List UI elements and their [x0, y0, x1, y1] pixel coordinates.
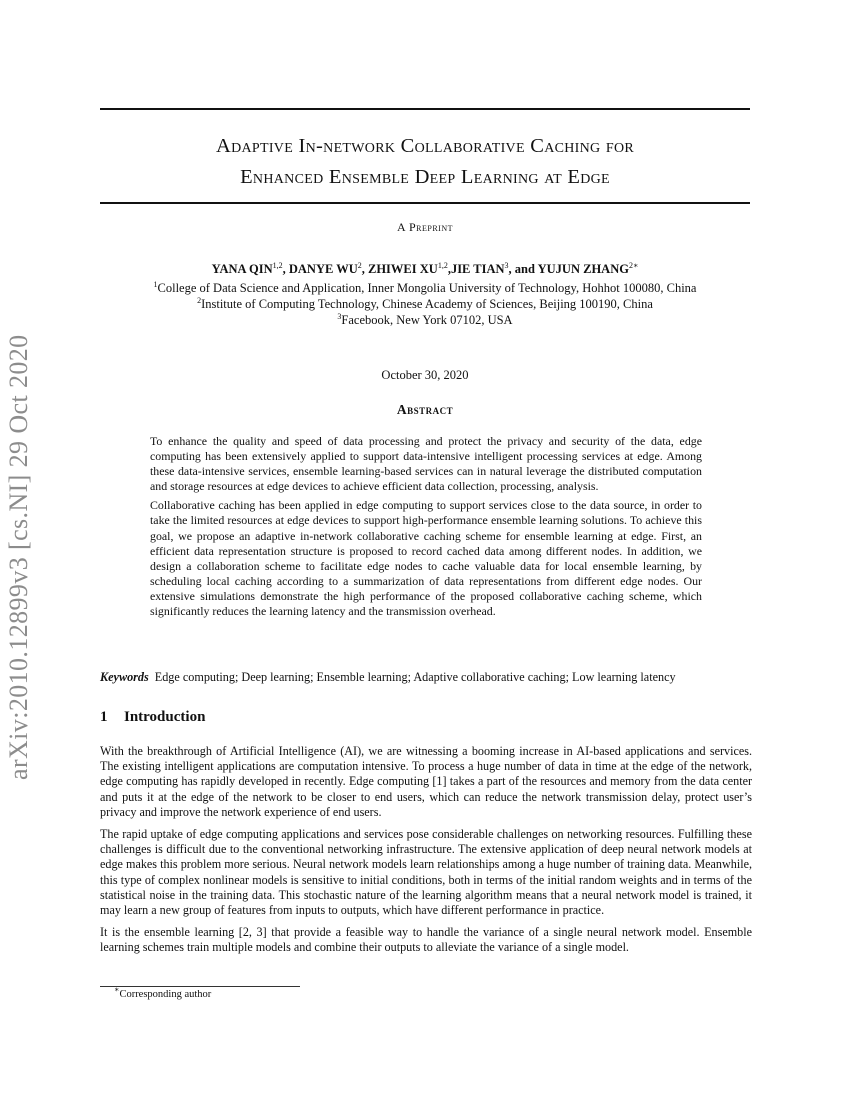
affiliation	[100, 312, 750, 328]
title-line-1: Adaptive In-network Collaborative Caching for	[215, 135, 634, 157]
footnote-rule	[100, 986, 300, 987]
author-list	[100, 262, 750, 277]
author-affil-mark: 2	[357, 261, 362, 270]
author-name: YANA QIN	[211, 262, 273, 276]
author-name: ZHIWEI XU	[368, 262, 438, 276]
author-separator: ,	[361, 262, 368, 276]
body-paragraph: The rapid uptake of edge computing applications and services pose considerable challenges on networking resources. Fulfilling these challenges is difficult due to the conventional networking infrastructure. The extensive application of deep neural network models at edge makes this problem more serious. Neural network models learn relationships among a huge number of training data. Meanwhile, this type of complex nonlinear models is sensitive to initial conditions, both in terms of the initial random weights and in terms of the statistical noise in the training data. This stochastic nature of the learning algorithm means that a neural network model is trained, it may learn a new group of features from inputs to outputs, which have different performance in practice.	[100, 827, 752, 918]
title-top-rule	[100, 108, 750, 110]
keywords-list: Edge computing; Deep learning; Ensemble learning; Adaptive collaborative caching; Low learning latency	[154, 670, 676, 684]
section-title: Introduction	[124, 709, 206, 725]
affiliation	[100, 296, 750, 312]
author-name: DANYE WU	[288, 262, 358, 276]
introduction-body	[100, 744, 752, 963]
body-paragraph: With the breakthrough of Artificial Intelligence (AI), we are witnessing a booming increase in AI-based applications and services. The existing intelligent applications are computation intensive. To process a huge number of data in time at the edge of the network, edge computing has rapidly developed in recently. Edge computing [1] takes a part of the resources and memory from the data center and puts it at the edge of the network to be closer to end users, which can reduce the network transmission delay, protect user’s privacy and improve the network experience of end users.	[100, 744, 752, 819]
affiliation	[100, 280, 750, 296]
affiliation-text: Facebook, New York 07102, USA	[341, 313, 513, 327]
footnote-mark: ∗	[114, 985, 120, 994]
author-separator: , and	[508, 262, 538, 276]
affiliation-mark: 3	[337, 312, 342, 321]
affiliation-text: College of Data Science and Application, Inner Mongolia University of Technology, Hohhot 100080, China	[157, 281, 697, 295]
affiliation-text: Institute of Computing Technology, Chinese Academy of Sciences, Beijing 100190, China	[201, 297, 653, 311]
abstract-heading: Abstract	[396, 402, 454, 417]
keywords-label: Keywords	[100, 670, 149, 684]
footnote-text: Corresponding author	[119, 989, 212, 1000]
keywords	[100, 670, 752, 685]
paper-title	[100, 131, 750, 193]
author-separator: ,	[282, 262, 289, 276]
section-heading-introduction	[100, 709, 750, 726]
title-line-2: Enhanced Ensemble Deep Learning at Edge	[240, 166, 610, 188]
author-affil-mark: 2∗	[628, 261, 639, 270]
abstract-paragraph: Collaborative caching has been applied in edge computing to support services close to the data source, in order to take the limited resources at edge devices to support high-performance ensemble learning solutions. To achieve this goal, we propose an adaptive in-network collaborative caching scheme for ensemble learning at edge. First, an efficient data representation structure is proposed to record cached data among different nodes. In addition, we design a collaboration scheme to facilitate edge nodes to cache valuable data for local ensemble learning, by scheduling local caching according to a summarization of data representations from different edge nodes. Our extensive simulations demonstrate the high performance of the proposed collaborative caching scheme, which significantly reduces the learning latency and the transmission overhead.	[150, 498, 702, 619]
author-affil-mark: 1,2	[272, 261, 283, 270]
author-separator: ,	[447, 262, 451, 276]
affiliation-list	[100, 280, 750, 328]
abstract-paragraph: To enhance the quality and speed of data processing and protect the privacy and security of the data, edge computing has been extensively applied to support data-intensive intelligent processing services at edge. Among these data-intensive services, ensemble learning-based services can in natural leverage the distributed computation and storage resources at edge devices to achieve efficient data collection, processing, analysis.	[150, 434, 702, 494]
abstract-body	[150, 434, 702, 623]
author-affil-mark: 3	[504, 261, 509, 270]
body-paragraph: It is the ensemble learning [2, 3] that provide a feasible way to handle the variance of a single neural network model. Ensemble learning schemes train multiple models and combine their outputs to alleviate the variance of a single model.	[100, 925, 752, 955]
section-number: 1	[100, 709, 108, 725]
affiliation-mark: 1	[153, 280, 158, 289]
preprint-label: A Preprint	[396, 220, 453, 234]
footnote	[114, 985, 212, 1000]
title-bottom-rule	[100, 202, 750, 204]
author-name: YUJUN ZHANG	[537, 262, 629, 276]
publication-date: October 30, 2020	[381, 368, 469, 382]
author-affil-mark: 1,2	[437, 261, 448, 270]
affiliation-mark: 2	[197, 296, 202, 305]
author-name: JIE TIAN	[450, 262, 505, 276]
arxiv-identifier-stamp: arXiv:2010.12899v3 [cs.NI] 29 Oct 2020	[4, 334, 33, 780]
